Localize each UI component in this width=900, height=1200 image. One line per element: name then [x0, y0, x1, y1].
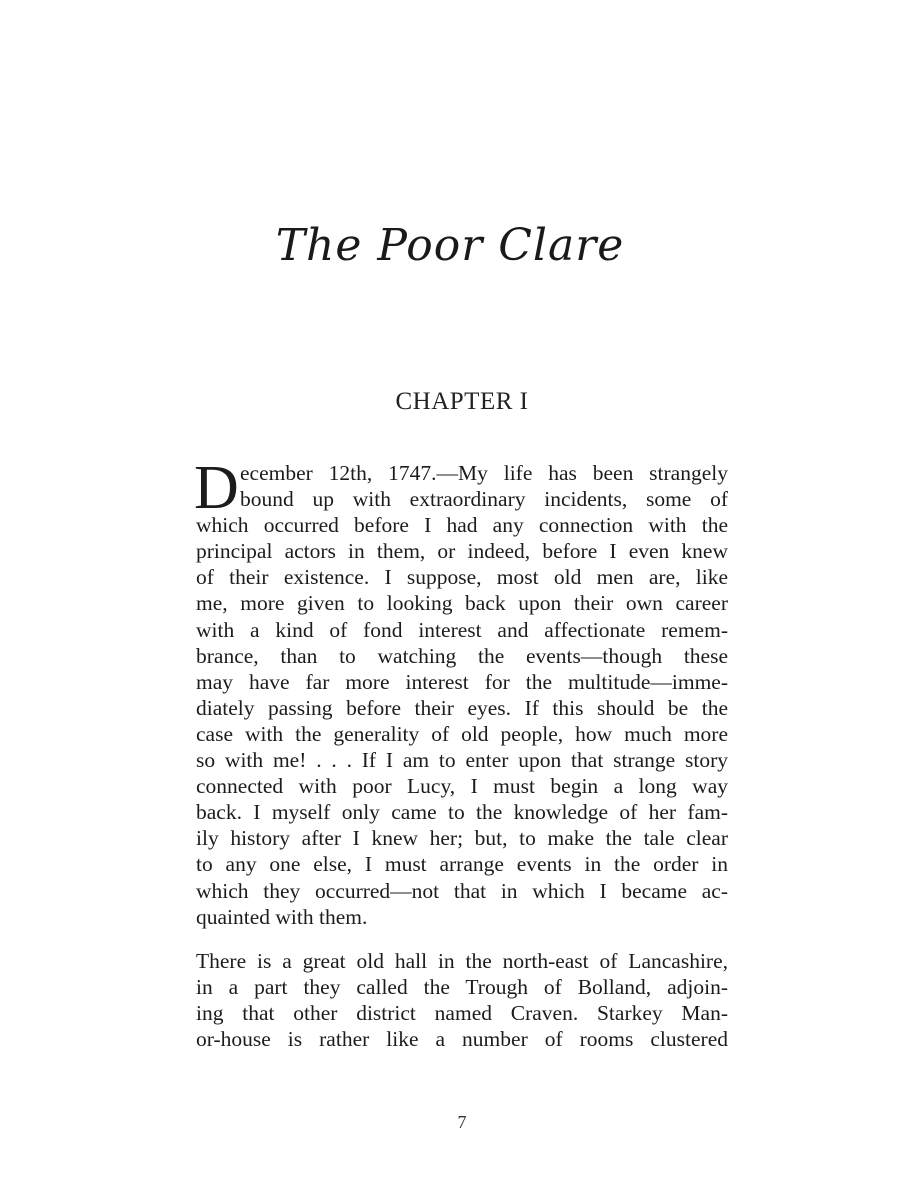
paragraph-1-line: principal actors in them, or indeed, before I even knew [196, 539, 728, 564]
paragraph-1-line: back. I myself only came to the knowledge of her fam- [196, 800, 728, 825]
body-text [194, 454, 728, 1052]
page-number: 7 [457, 1112, 467, 1132]
paragraph-1-line: which they occurred—not that in which I became ac- [196, 878, 728, 903]
paragraph-1-line: may have far more interest for the multitude—imme- [196, 669, 728, 694]
paragraph-1-line: so with me! . . . If I am to enter upon that strange story [196, 748, 728, 773]
paragraph-1-line: ecember 12th, 1747.—My life has been strangely [240, 461, 728, 485]
chapter-heading: CHAPTER I [395, 388, 529, 415]
book-title: The Poor Clare [275, 220, 625, 271]
paragraph-2-line: There is a great old hall in the north-east of Lancashire, [196, 948, 728, 973]
paragraph-2-line: or-house is rather like a number of rooms clustered [196, 1026, 728, 1051]
paragraph-1-line: me, more given to looking back upon their own career [196, 591, 728, 616]
paragraph-1 [194, 454, 728, 930]
paragraph-1-line: bound up with extraordinary incidents, some of [240, 487, 728, 512]
paragraph-1-line: of their existence. I suppose, most old men are, like [196, 565, 728, 590]
paragraph-1-line: diately passing before their eyes. If this should be the [196, 695, 728, 720]
paragraph-1-line: brance, than to watching the events—though these [196, 643, 728, 668]
paragraph-1-line: ily history after I knew her; but, to make the tale clear [196, 826, 728, 851]
drop-cap: D [194, 454, 239, 522]
paragraph-1-line: quainted with them. [196, 904, 368, 929]
paragraph-1-line: case with the generality of old people, how much more [196, 721, 728, 746]
paragraph-2-line: in a part they called the Trough of Bolland, adjoin- [196, 974, 728, 999]
paragraph-spacer [196, 930, 728, 948]
paragraph-1-line: to any one else, I must arrange events in the order in [196, 852, 728, 877]
paragraph-2 [196, 948, 728, 1052]
paragraph-1-line: connected with poor Lucy, I must begin a long way [196, 774, 728, 799]
paragraph-2-line: ing that other district named Craven. Starkey Man- [196, 1000, 728, 1025]
paragraph-1-line: which occurred before I had any connection with the [196, 513, 728, 538]
paragraph-1-line: with a kind of fond interest and affectionate remem- [196, 617, 728, 642]
